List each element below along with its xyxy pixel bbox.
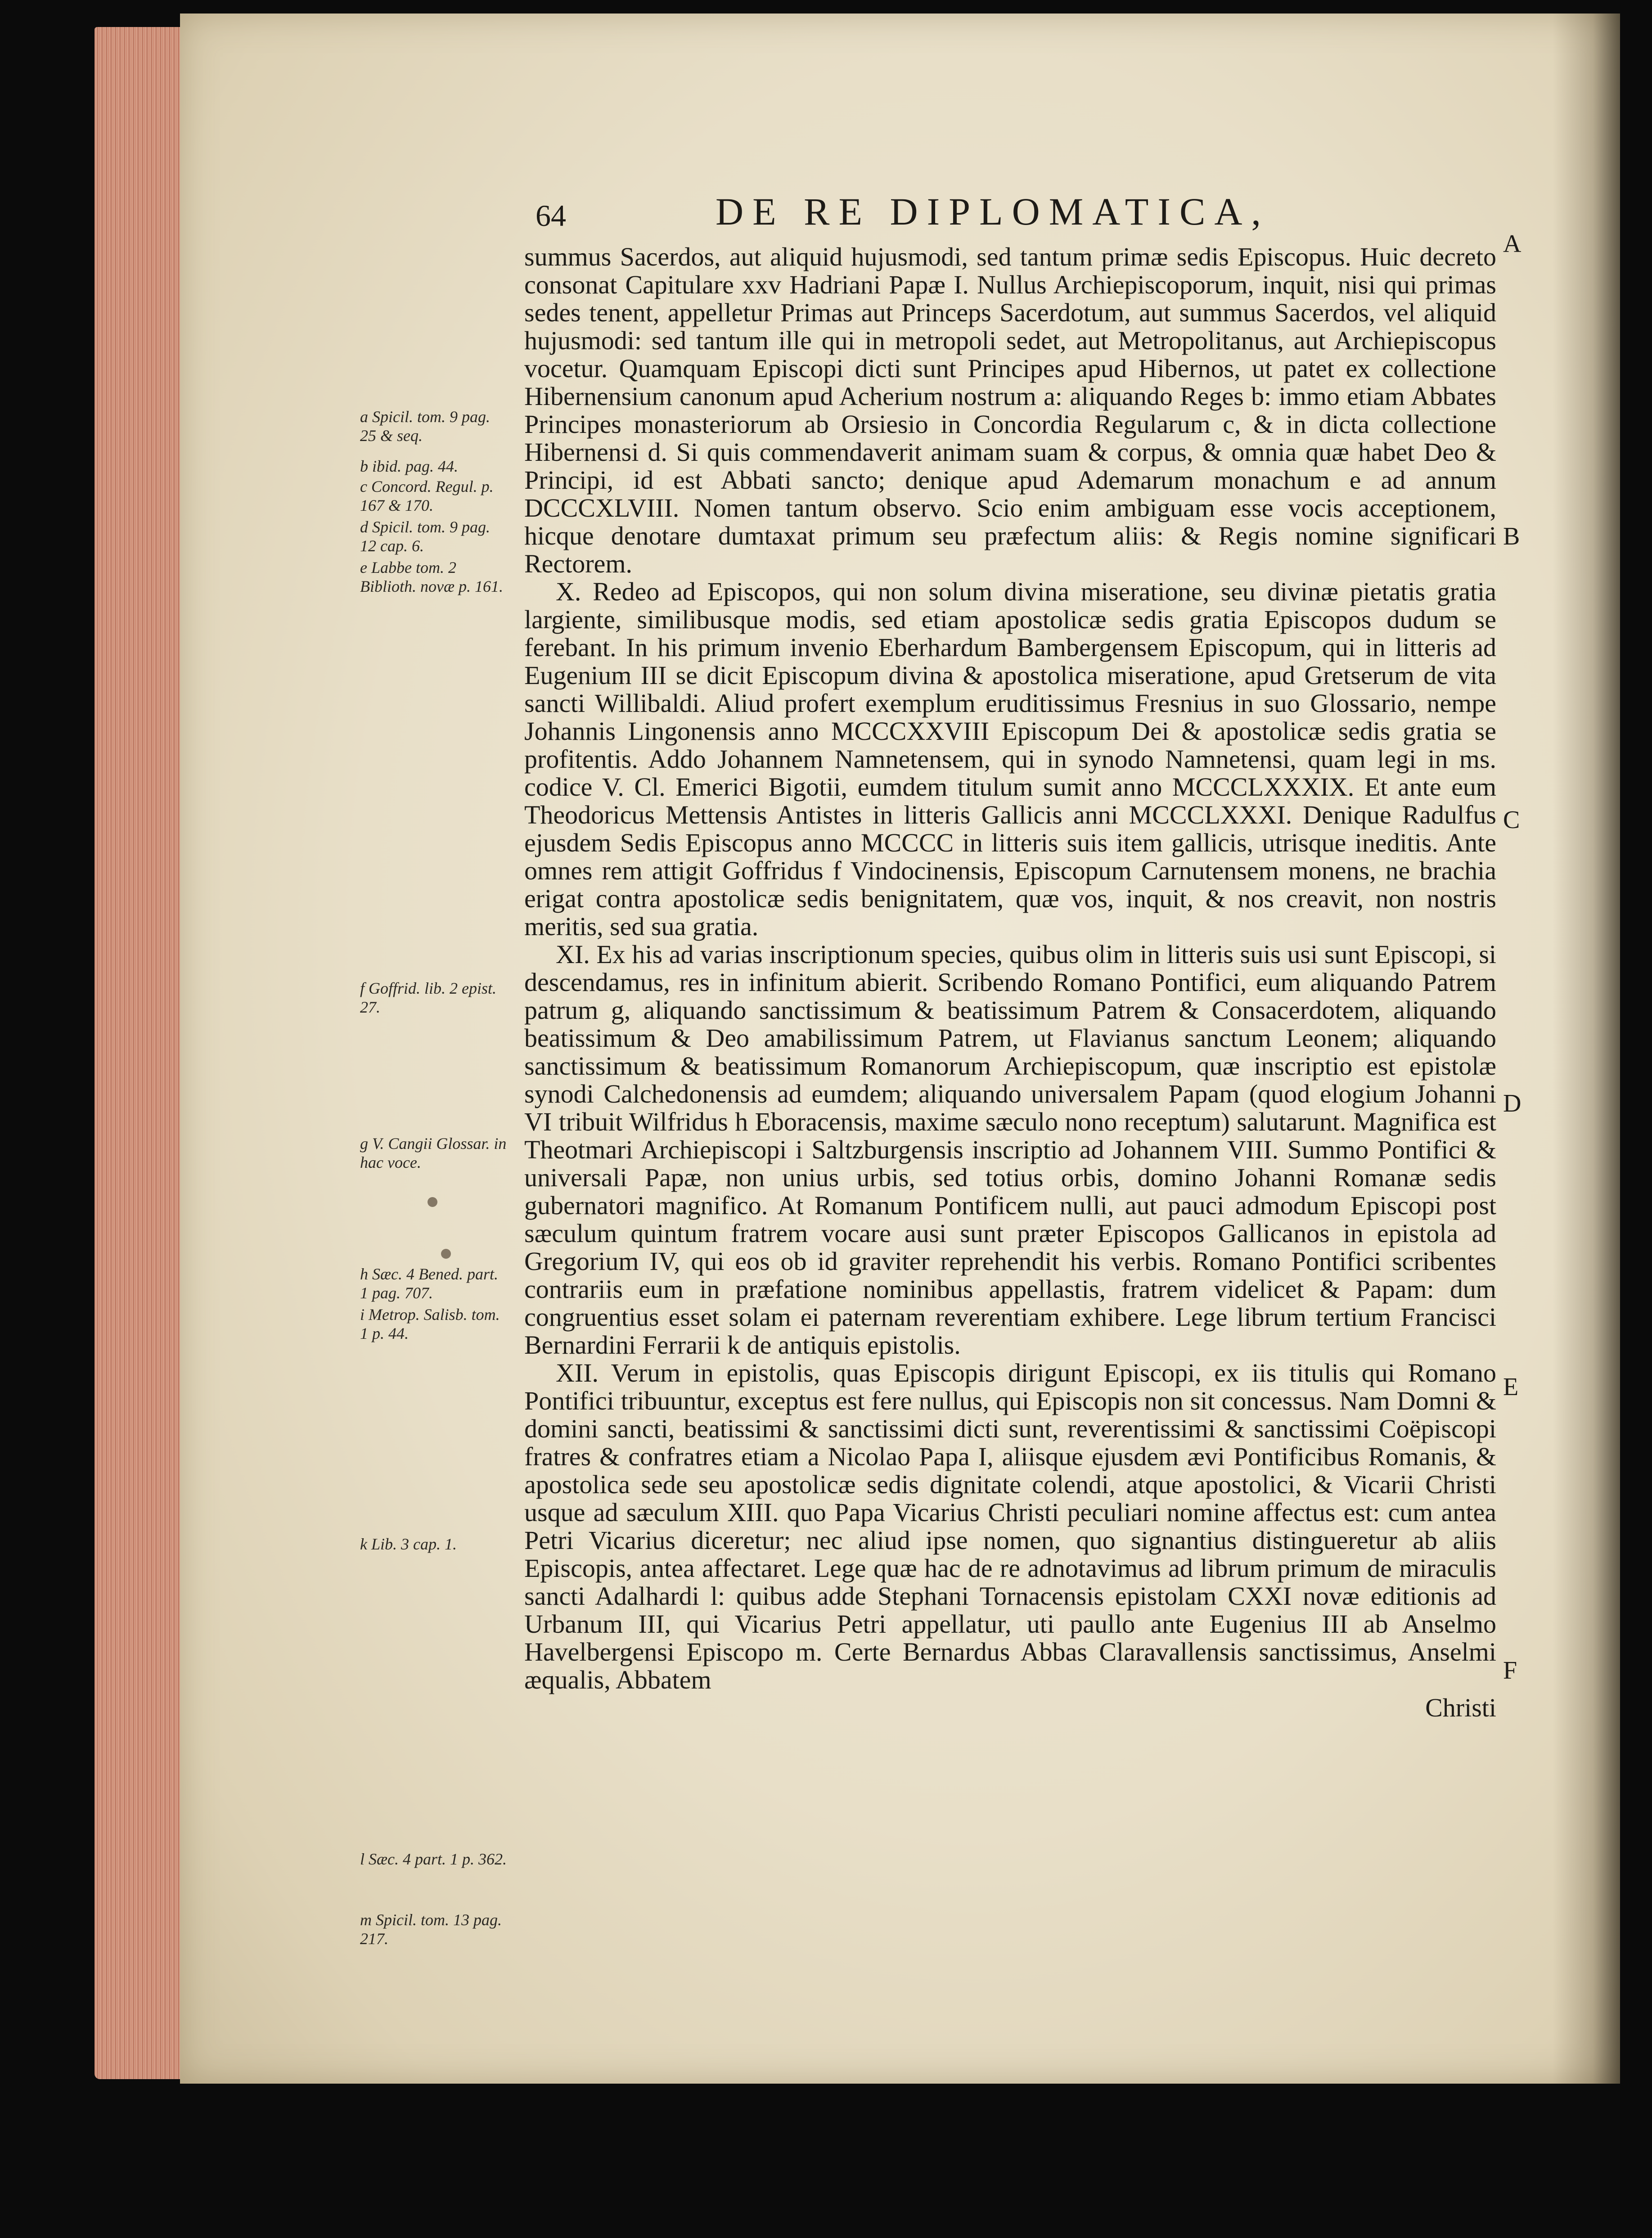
right-margin-dark — [1620, 0, 1652, 2238]
gutter-shadow — [1553, 14, 1620, 2084]
paragraph-x: X. Redeo ad Episcopos, qui non solum divina miseratione, seu divinæ pietatis gratia largiente, similibusque modis, sed etiam apostolicæ sedis gratia Episcopos dudum se ferebant. In his primum invenio Eberhardum Bambergensem Episcopum, qui in litteris ad Eugenium III se dicit Episcopum divina & apostolica miseratione, apud Gretserum de vita sancti Willibaldi. Aliud profert exemplum eruditissimus Fresnius in suo Glossario, nempe Johannis Lingonensis anno MCCCXXVIII Episcopum Dei & apostolicæ sedis gratia se profitentis. Addo Johannem Namnetensem, qui in synodo Namnetensi, quam legi in ms. codice V. Cl. Emerici Bigotii, eumdem titulum sumit anno MCCCLXXXIX. Et ante eum Theodoricus Mettensis Antistes in litteris Gallicis anni MCCCLXXXI. Denique Radulfus ejusdem Sedis Episcopus anno MCCCC in litteris suis item gallicis, utrisque ineditis. Ante omnes rem attigit Goffridus f Vindocinensis, Episcopum Carnutensem monens, ne brachia erigat contra apostolicæ sedis benignitatem, quæ vos, inquit, & nos creavit, non nostris meritis, sed sua gratia. — [524, 577, 1496, 941]
margin-note-c: c Concord. Regul. p. 167 & 170. — [360, 477, 494, 514]
main-text — [524, 243, 1496, 1989]
section-letter-f: F — [1503, 1657, 1517, 1684]
margin-note-k: k Lib. 3 cap. 1. — [360, 1535, 457, 1553]
margin-note-l: l Sæc. 4 part. 1 p. 362. — [360, 1850, 507, 1868]
margin-note-i: i Metrop. Salisb. tom. 1 p. 44. — [360, 1306, 500, 1342]
page-header — [536, 189, 1526, 239]
ink-blot — [441, 1249, 451, 1259]
section-letter-d: D — [1503, 1090, 1521, 1117]
section-letter-c: C — [1503, 806, 1520, 834]
margin-note-e: e Labbe tom. 2 Biblioth. novæ p. 161. — [360, 558, 503, 595]
section-letter-a: A — [1503, 230, 1521, 258]
margin-note-h: h Sæc. 4 Bened. part. 1 pag. 707. — [360, 1265, 498, 1302]
margin-note-a: a Spicil. tom. 9 pag. 25 & seq. — [360, 408, 490, 445]
margin-note-d: d Spicil. tom. 9 pag. 12 cap. 6. — [360, 518, 490, 555]
margin-note-b: b ibid. pag. 44. — [360, 457, 459, 475]
margin-note-g: g V. Cangii Glossar. in hac voce. — [360, 1135, 507, 1171]
paragraph-xi: XI. Ex his ad varias inscriptionum species, quibus olim in litteris suis usi sunt Episcopi, si descendamus, res in infinitum abierit. Scribendo Romano Pontifici, eum aliquando Patrem patrum g, aliquando sanctissimum & beatissimum Patrem & Consacerdotem, aliquando beatissimum & Deo amabilissimum Patrem, ut Flavianus sanctum Leonem; aliquando sanctissimum & beatissimum Romanorum Archiepiscopum, quæ inscriptio est epistolæ synodi Calchedonensis ad eumdem; aliquando universalem Papam (quod elogium Johanni VI tribuit Wilfridus h Eboracensis, maxime sæculo nono receptum) salutarunt. Magnifica est Theotmari Archiepiscopi i Saltzburgensis inscriptio ad Johannem VIII. Summo Pontifici & universali Papæ, non unius urbis, sed totius orbis, domino Johanni Romanæ sedis gubernatori magnifico. At Romanum Pontificem nulli, aut pauci admodum Episcopi post sæculum quintum fratrem vocare ausi sunt præter Episcopos Gallicanos in epistola ad Gregorium IV, qui eos ob id graviter reprehendit his verbis. Romano Pontifici scribentes contrariis eum in præfatione nominibus appellastis, fratrem videlicet & Papam: dum congruentius esset solam ei paternam reverentiam exhibere. Lege librum tertium Francisci Bernardini Ferrarii k de antiquis epistolis. — [524, 940, 1496, 1360]
book-fore-edge — [95, 27, 189, 2079]
running-title: DE RE DIPLOMATICA, — [716, 190, 1270, 233]
margin-note-f: f Goffrid. lib. 2 epist. 27. — [360, 979, 497, 1016]
catchword: Christi — [1425, 1693, 1496, 1722]
ink-blot — [428, 1197, 437, 1207]
section-letter-b: B — [1503, 522, 1520, 550]
paragraph-xii: XII. Verum in epistolis, quas Episcopis dirigunt Episcopi, ex iis titulis qui Romano Pontifici tribuuntur, exceptus est fere nullus, qui Episcopis non sit concessus. Nam Domni & domini sancti, beatissimi & sanctissimi dicti sunt, reverentissimi & sanctissimi Coëpiscopi fratres & confratres etiam a Nicolao Papa I, aliisque ejusdem ævi Pontificibus Romanis, & apostolica sede seu apostolicæ sedis dignitate colendi, atque apostolici, & Vicarii Christi usque ad sæculum XIII. quo Papa Vicarius Christi peculiari nomine affectus est: cum antea Petri Vicarius diceretur; nec aliud ipse nomen, quo signantius distingueretur ab aliis Episcopis, antea affectaret. Lege quæ hac de re adnotavimus ad librum primum de miraculis sancti Adalhardi l: quibus adde Stephani Tornacensis epistolam CXXI novæ editionis ad Urbanum III, qui Vicarius Petri appellatur, uti paullo ante Eugenius III ab Anselmo Havelbergensi Episcopo m. Certe Bernardus Abbas Claravallensis sanctissimus, Anselmi æqualis, Abbatem — [524, 1358, 1496, 1694]
page-number: 64 — [536, 198, 566, 233]
section-letter-e: E — [1503, 1373, 1519, 1401]
paragraph-ix: summus Sacerdos, aut aliquid hujusmodi, sed tantum primæ sedis Episcopus. Huic decreto consonat Capitulare xxv Hadriani Papæ I. Nullus Archiepiscoporum, inquit, nisi qui primas sedes tenent, appelletur Primas aut Princeps Sacerdotum, aut summus Sacerdos, vel aliquid hujusmodi: sed tantum ille qui in metropoli sedet, aut Metropolitanus, aut Archiepiscopus vocetur. Quamquam Episcopi dicti sunt Principes apud Hibernos, ut patet ex collectione Hibernensium canonum apud Acherium nostrum a: aliquando Reges b: immo etiam Abbates Principes monasteriorum ab Orsiesio in Concordia Regularum c, & in dicta collectione Hibernensi d. Si quis commendaverit animam suam & corpus, & omnia quæ habet Deo & Principi, id est Abbati sancto; denique apud Ademarum monachum e ad annum DCCCXLVIII. Nomen tantum observo. Scio enim ambiguam esse vocis acceptionem, hicque denotare dumtaxat primum seu præfectum aliis: & Regis nomine significari Rectorem. — [524, 242, 1496, 578]
margin-note-m: m Spicil. tom. 13 pag. 217. — [360, 1911, 502, 1948]
